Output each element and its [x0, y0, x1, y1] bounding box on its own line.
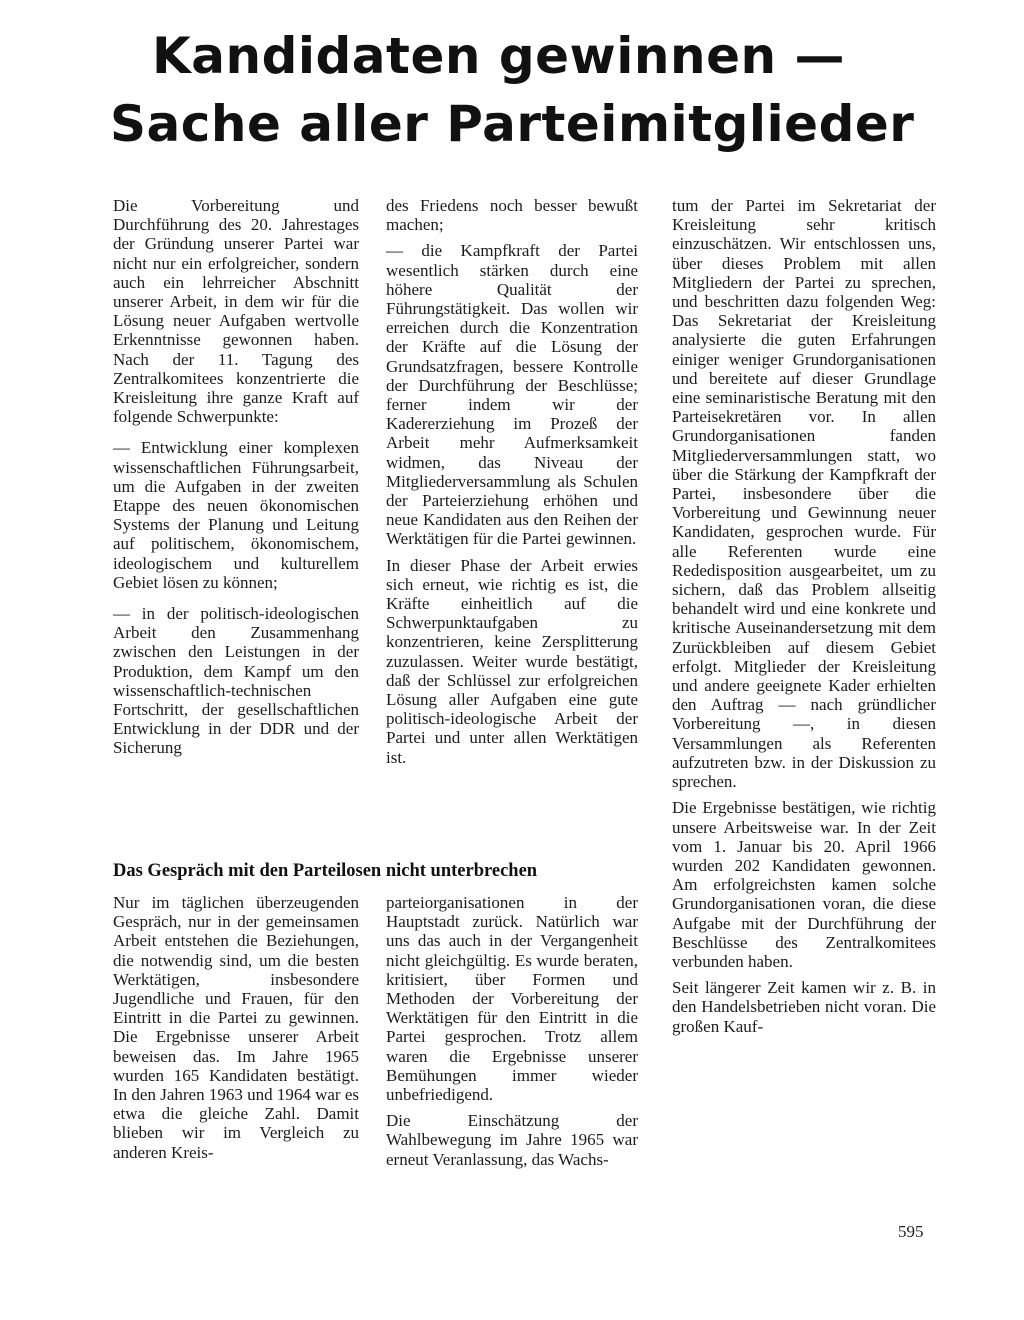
title-line-1: Kandidaten gewinnen — [152, 27, 845, 85]
paragraph: In dieser Phase der Arbeit erwies sich erneut, wie richtig es ist, die Kräfte einheitlich auf die Schwerpunktaufgaben zu konzentrieren, keine Zersplitterung zuzulassen. Weiter wurde bestätigt, daß der Schlüssel zur erfolgreichen Lösung aller Aufgaben eine gute politisch-ideologische Arbeit der Partei und unter allen Werktätigen ist. [386, 555, 638, 767]
column-2 [386, 196, 638, 774]
paragraph: parteiorganisationen in der Hauptstadt zurück. Natürlich war uns das auch in der Vergangenheit nicht gleichgültig. Es wurde beraten, kritisiert, über Formen und Methoden der Vorbereitung der Werktätigen für den Eintritt in die Partei gesprochen. Trotz allem waren die Ergebnisse unserer Bemühungen immer wieder unbefriedigend. [386, 893, 638, 1105]
column-1 [113, 196, 359, 765]
paragraph: Die Vorbereitung und Durchführung des 20. Jahrestages der Gründung unserer Partei war nicht nur ein erfolgreicher, sondern auch ein lehrreicher Abschnitt unserer Arbeit, in dem wir für die Lösung neuer Aufgaben wertvolle Erkenntnisse gewonnen haben. Nach der 11. Tagung des Zentralkomitees konzentrierte die Kreisleitung ihre ganze Kraft auf folgende Schwerpunkte: [113, 196, 359, 427]
paragraph: tum der Partei im Sekretariat der Kreisleitung sehr kritisch einzuschätzen. Wir entschlossen uns, über dieses Problem mit allen Mitgliedern der Partei zu sprechen, und beschritten dazu folgenden Weg: Das Sekretariat der Kreisleitung analysierte die guten Erfahrungen einiger weniger Grundorganisationen und bereitete auf dieser Grundlage eine seminaristische Beratung mit den Parteisekretären vor. In allen Grundorganisationen fanden Mitgliederversammlungen statt, wo über die Stärkung der Kampfkraft der Partei, insbesondere über die Vorbereitung und Gewinnung neuer Kandidaten, gesprochen wurde. Für alle Referenten wurde eine Rededisposition ausgearbeitet, um zu sichern, daß das Problem allseitig behandelt wird und eine konkrete und kritische Auseinandersetzung mit dem Zurückbleiben auf diesem Gebiet erfolgt. Mitglieder der Kreisleitung und andere geeignete Kader erhielten den Auftrag — nach gründlicher Vorbereitung —, in diesen Versammlungen als Referenten aufzutreten bzw. in der Diskussion zu sprechen. [672, 196, 936, 792]
paragraph: — die Kampfkraft der Partei wesentlich stärken durch eine höhere Qualität der Führungstätigkeit. Das wollen wir erreichen durch die Konzentration der Kräfte auf die Lösung der Grundsatzfragen, bessere Kontrolle der Durchführung der Beschlüsse; ferner indem wir der Kadererziehung im Prozeß der Arbeit mehr Aufmerksamkeit widmen, das Niveau der Mitgliederversammlung als Schulen der Parteierziehung erhöhen und neue Kandidaten aus den Reihen der Werktätigen für die Partei gewinnen. [386, 241, 638, 549]
paragraph: Nur im täglichen überzeugenden Gespräch, nur in der gemeinsamen Arbeit entstehen die Beziehungen, die notwendig sind, um die besten Werktätigen, insbesondere Jugendliche und Frauen, für den Eintritt in die Partei zu gewinnen. Die Ergebnisse unserer Arbeit beweisen das. Im Jahre 1965 wurden 165 Kandidaten bestätigt. In den Jahren 1963 und 1964 war es etwa die gleiche Zahl. Damit blieben wir im Vergleich zu anderen Kreis- [113, 893, 359, 1162]
title-line-2: Sache aller Parteimitglieder [110, 95, 915, 153]
paragraph: Die Ergebnisse bestätigen, wie richtig unsere Arbeitsweise war. In der Zeit vom 1. Januar bis 20. April 1966 wurden 202 Kandidaten gewonnen. Am erfolgreichsten kamen solche Grundorganisationen voran, die diese Aufgabe mit der Durchführung der Beschlüsse des Zentralkomitees verbunden haben. [672, 798, 936, 971]
paragraph: des Friedens noch besser bewußt machen; [386, 196, 638, 235]
article-title [110, 22, 940, 158]
paragraph: — Entwicklung einer komplexen wissenschaftlichen Führungsarbeit, um die Aufgaben in der zweiten Etappe des neuen ökonomischen Systems der Planung und Leitung auf politischem, ökonomischem, ideologischem und kulturellem Gebiet lösen zu können; [113, 438, 359, 592]
page-number: 595 [898, 1222, 924, 1241]
column-3 [672, 196, 936, 1043]
column-2-lower [386, 893, 638, 1176]
paragraph: Seit längerer Zeit kamen wir z. B. in den Handelsbetrieben nicht voran. Die großen Kauf- [672, 978, 936, 1036]
section-subheading: Das Gespräch mit den Parteilosen nicht unterbrechen [113, 861, 538, 881]
paragraph: Die Einschätzung der Wahlbewegung im Jahre 1965 war erneut Veranlassung, das Wachs- [386, 1111, 638, 1169]
column-1-lower [113, 893, 359, 1169]
paragraph: — in der politisch-ideologischen Arbeit den Zusammenhang zwischen den Leistungen in der Produktion, dem Kampf um den wissenschaftlich-technischen Fortschritt, der gesellschaftlichen Entwicklung in der DDR und der Sicherung [113, 604, 359, 758]
